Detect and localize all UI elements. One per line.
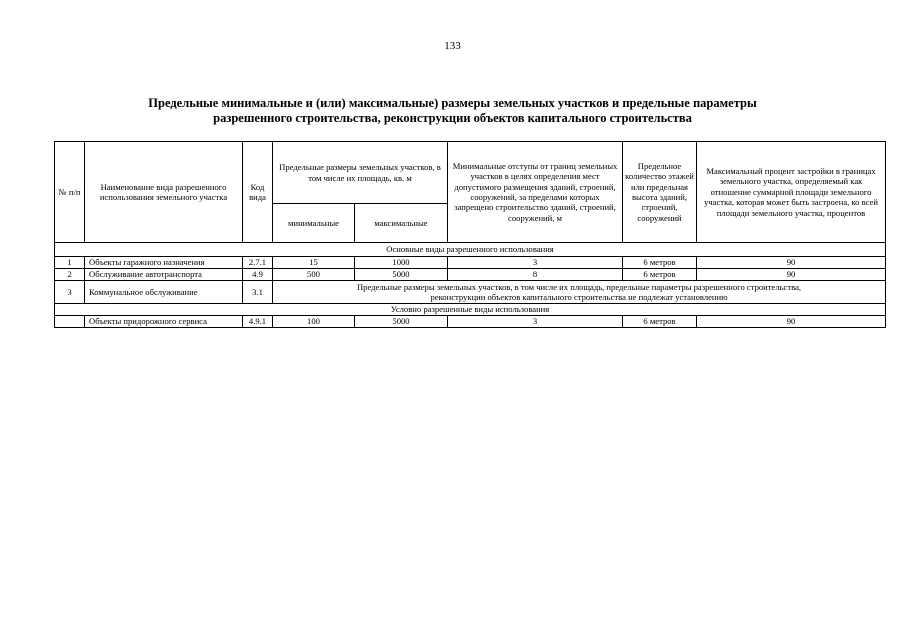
cell-height: 6 метров (623, 257, 697, 269)
cell-use-name: Объекты гаражного назначения (85, 257, 243, 269)
cell-height: 6 метров (623, 269, 697, 281)
header-min: минимальные (273, 204, 355, 243)
cell-max: 5000 (355, 269, 448, 281)
cell-not-established-note (273, 281, 886, 304)
header-height: Предельное количество этажей или предельная высота зданий, строений, сооружений (623, 142, 697, 243)
section-title-conditional: Условно разрешенные виды использования (55, 304, 886, 316)
header-code: Код вида (243, 142, 273, 243)
document-title-line-1: Предельные минимальные и (или) максимальные) размеры земельных участков и предельные параметры (148, 96, 757, 110)
table-row (55, 316, 886, 328)
cell-setback: 8 (448, 269, 623, 281)
cell-setback: 3 (448, 316, 623, 328)
header-setbacks: Минимальные отступы от границ земельных участков в целях определения мест допустимого размещения зданий, строений, сооружений, за пределами которых запрещено строительство зданий, строений, сооружений, м (448, 142, 623, 243)
header-plot-sizes: Предельные размеры земельных участков, в том числе их площадь, кв. м (273, 142, 448, 204)
cell-number: 1 (55, 257, 85, 269)
cell-number: 2 (55, 269, 85, 281)
cell-number (55, 316, 85, 328)
section-title-main: Основные виды разрешенного использования (55, 243, 886, 257)
table-header-row (55, 142, 886, 204)
parameters-table (54, 141, 886, 328)
header-coverage: Максимальный процент застройки в границах земельного участка, определяемый как отношение суммарной площади земельного участка, которая может быть застроена, ко всей площади земельного участка, процентов (697, 142, 886, 243)
note-line-1: Предельные размеры земельных участков, в том числе их площадь, предельные параметры разрешенного строительства, (356, 281, 802, 292)
table-row (55, 257, 886, 269)
header-number: № п/п (55, 142, 85, 243)
cell-height: 6 метров (623, 316, 697, 328)
cell-coverage: 90 (697, 269, 886, 281)
cell-code: 4.9.1 (243, 316, 273, 328)
note-line-2: реконструкции объектов капитального строительства не подлежат установлению (430, 292, 728, 302)
document-title (60, 96, 845, 126)
cell-use-name: Объекты придорожного сервиса (85, 316, 243, 328)
table-row (55, 269, 886, 281)
table-row (55, 281, 886, 304)
cell-max: 1000 (355, 257, 448, 269)
cell-min: 15 (273, 257, 355, 269)
cell-code: 4.9 (243, 269, 273, 281)
cell-coverage: 90 (697, 316, 886, 328)
header-max: максимальные (355, 204, 448, 243)
cell-code: 2.7.1 (243, 257, 273, 269)
cell-use-name: Коммунальное обслуживание (85, 281, 243, 304)
cell-max: 5000 (355, 316, 448, 328)
page-number: 133 (444, 40, 461, 52)
cell-number: 3 (55, 281, 85, 304)
cell-coverage: 90 (697, 257, 886, 269)
cell-code: 3.1 (243, 281, 273, 304)
cell-min: 500 (273, 269, 355, 281)
section-row-conditional (55, 304, 886, 316)
cell-setback: 3 (448, 257, 623, 269)
cell-use-name: Обслуживание автотранспорта (85, 269, 243, 281)
document-title-line-2: разрешенного строительства, реконструкции объектов капитального строительства (213, 111, 692, 125)
section-row-main (55, 243, 886, 257)
cell-min: 100 (273, 316, 355, 328)
header-use-name: Наименование вида разрешенного использования земельного участка (85, 142, 243, 243)
